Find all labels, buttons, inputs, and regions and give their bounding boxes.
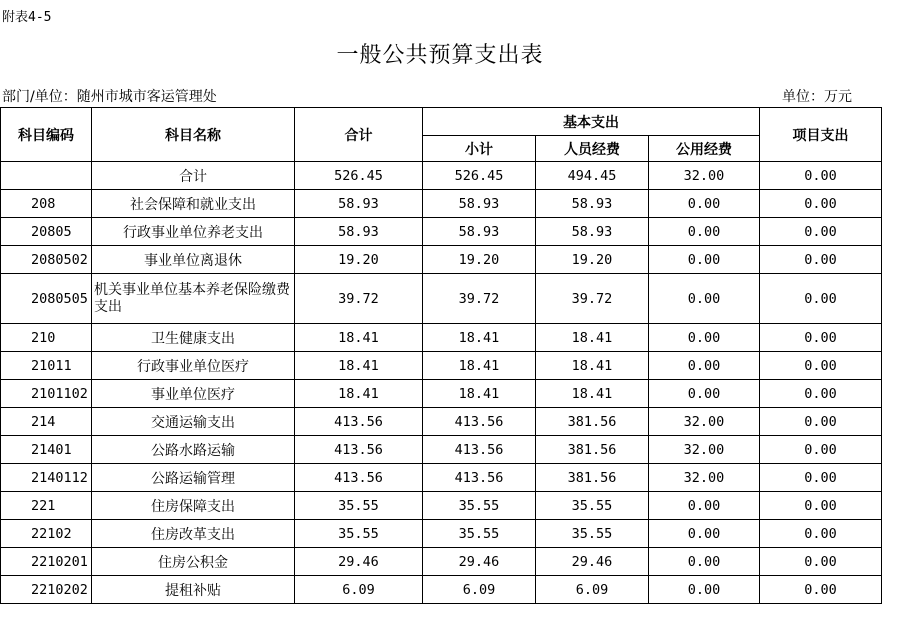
cell-project[interactable]: 0.00	[760, 246, 882, 274]
cell-public[interactable]: 32.00	[649, 464, 760, 492]
header-code[interactable]: 科目编码	[1, 108, 92, 162]
department-label: 部门/单位：随州市城市客运管理处	[2, 89, 217, 105]
cell-public[interactable]: 32.00	[649, 408, 760, 436]
cell-public[interactable]: 32.00	[649, 436, 760, 464]
cell-personnel[interactable]: 58.93	[536, 190, 649, 218]
cell-name[interactable]: 行政事业单位养老支出	[92, 218, 295, 246]
cell-name[interactable]: 社会保障和就业支出	[92, 190, 295, 218]
cell-subtotal[interactable]: 526.45	[423, 162, 536, 190]
attachment-label: 附表4-5	[2, 10, 52, 25]
cell-personnel[interactable]: 35.55	[536, 492, 649, 520]
cell-personnel[interactable]: 18.41	[536, 380, 649, 408]
cell-code[interactable]: 21011	[1, 352, 92, 380]
cell-project[interactable]: 0.00	[760, 492, 882, 520]
cell-subtotal[interactable]: 413.56	[423, 408, 536, 436]
cell-public[interactable]: 0.00	[649, 324, 760, 352]
cell-code[interactable]: 22102	[1, 520, 92, 548]
cell-project[interactable]: 0.00	[760, 548, 882, 576]
table-row	[1, 492, 882, 520]
cell-public[interactable]: 0.00	[649, 190, 760, 218]
page-title: 一般公共预算支出表	[336, 43, 544, 68]
cell-public[interactable]: 32.00	[649, 162, 760, 190]
cell-name[interactable]: 行政事业单位医疗	[92, 352, 295, 380]
table-header	[1, 108, 882, 162]
cell-subtotal[interactable]: 58.93	[423, 190, 536, 218]
cell-project[interactable]: 0.00	[760, 436, 882, 464]
cell-public[interactable]: 0.00	[649, 492, 760, 520]
cell-total[interactable]: 58.93	[295, 218, 423, 246]
cell-project[interactable]: 0.00	[760, 218, 882, 246]
cell-public[interactable]: 0.00	[649, 218, 760, 246]
cell-code[interactable]	[1, 162, 92, 190]
cell-public[interactable]: 0.00	[649, 576, 760, 604]
table-row	[1, 246, 882, 274]
cell-name[interactable]: 事业单位离退休	[92, 246, 295, 274]
cell-total[interactable]: 58.93	[295, 190, 423, 218]
table-row	[1, 408, 882, 436]
cell-project[interactable]: 0.00	[760, 576, 882, 604]
cell-code[interactable]: 208	[1, 190, 92, 218]
table-row	[1, 576, 882, 604]
table-row	[1, 218, 882, 246]
table-row	[1, 324, 882, 352]
cell-name[interactable]: 事业单位医疗	[92, 380, 295, 408]
cell-project[interactable]: 0.00	[760, 520, 882, 548]
cell-project[interactable]: 0.00	[760, 380, 882, 408]
header-subtotal[interactable]: 小计	[423, 136, 536, 162]
header-project[interactable]: 项目支出	[760, 108, 882, 162]
header-name[interactable]: 科目名称	[92, 108, 295, 162]
cell-personnel[interactable]: 19.20	[536, 246, 649, 274]
cell-code[interactable]: 2080502	[1, 246, 92, 274]
cell-personnel[interactable]: 35.55	[536, 520, 649, 548]
cell-personnel[interactable]: 381.56	[536, 464, 649, 492]
cell-total[interactable]: 19.20	[295, 246, 423, 274]
cell-personnel[interactable]: 18.41	[536, 324, 649, 352]
cell-project[interactable]: 0.00	[760, 464, 882, 492]
cell-name[interactable]: 公路水路运输	[92, 436, 295, 464]
cell-personnel[interactable]: 39.72	[536, 274, 649, 324]
table-row	[1, 352, 882, 380]
cell-total[interactable]: 29.46	[295, 548, 423, 576]
cell-personnel[interactable]: 58.93	[536, 218, 649, 246]
cell-project[interactable]: 0.00	[760, 190, 882, 218]
table-row	[1, 162, 882, 190]
budget-table	[0, 107, 882, 604]
cell-code[interactable]: 214	[1, 408, 92, 436]
cell-personnel[interactable]: 381.56	[536, 436, 649, 464]
cell-code[interactable]: 221	[1, 492, 92, 520]
cell-project[interactable]: 0.00	[760, 274, 882, 324]
table-body	[1, 162, 882, 604]
unit-label: 单位：万元	[782, 89, 852, 105]
cell-code[interactable]: 2140112	[1, 464, 92, 492]
cell-subtotal[interactable]: 39.72	[423, 274, 536, 324]
cell-project[interactable]: 0.00	[760, 324, 882, 352]
cell-personnel[interactable]: 494.45	[536, 162, 649, 190]
table-row	[1, 464, 882, 492]
cell-code[interactable]: 210	[1, 324, 92, 352]
cell-total[interactable]: 35.55	[295, 492, 423, 520]
cell-personnel[interactable]: 29.46	[536, 548, 649, 576]
cell-subtotal[interactable]: 6.09	[423, 576, 536, 604]
cell-code[interactable]: 2210201	[1, 548, 92, 576]
cell-name[interactable]: 住房保障支出	[92, 492, 295, 520]
cell-personnel[interactable]: 18.41	[536, 352, 649, 380]
cell-total[interactable]: 35.55	[295, 520, 423, 548]
table-row	[1, 190, 882, 218]
cell-code[interactable]: 2101102	[1, 380, 92, 408]
header-total[interactable]: 合计	[295, 108, 423, 162]
cell-subtotal[interactable]: 18.41	[423, 352, 536, 380]
table-row	[1, 520, 882, 548]
cell-subtotal[interactable]: 18.41	[423, 380, 536, 408]
cell-total[interactable]: 18.41	[295, 380, 423, 408]
cell-total[interactable]: 413.56	[295, 408, 423, 436]
cell-subtotal[interactable]: 19.20	[423, 246, 536, 274]
table-row	[1, 274, 882, 324]
header-public[interactable]: 公用经费	[649, 136, 760, 162]
table-row	[1, 548, 882, 576]
cell-name[interactable]: 机关事业单位基本养老保险缴费支出	[92, 274, 295, 324]
cell-name[interactable]: 住房公积金	[92, 548, 295, 576]
cell-name[interactable]: 住房改革支出	[92, 520, 295, 548]
cell-total[interactable]: 18.41	[295, 324, 423, 352]
cell-code[interactable]: 20805	[1, 218, 92, 246]
cell-personnel[interactable]: 6.09	[536, 576, 649, 604]
cell-public[interactable]: 0.00	[649, 246, 760, 274]
header-personnel[interactable]: 人员经费	[536, 136, 649, 162]
cell-subtotal[interactable]: 29.46	[423, 548, 536, 576]
cell-name[interactable]: 合计	[92, 162, 295, 190]
cell-total[interactable]: 18.41	[295, 352, 423, 380]
cell-subtotal[interactable]: 413.56	[423, 436, 536, 464]
table-row	[1, 436, 882, 464]
cell-code[interactable]: 2080505	[1, 274, 92, 324]
cell-project[interactable]: 0.00	[760, 162, 882, 190]
cell-subtotal[interactable]: 18.41	[423, 324, 536, 352]
cell-public[interactable]: 0.00	[649, 352, 760, 380]
cell-public[interactable]: 0.00	[649, 274, 760, 324]
cell-project[interactable]: 0.00	[760, 352, 882, 380]
cell-total[interactable]: 39.72	[295, 274, 423, 324]
cell-subtotal[interactable]: 58.93	[423, 218, 536, 246]
cell-total[interactable]: 6.09	[295, 576, 423, 604]
cell-personnel[interactable]: 381.56	[536, 408, 649, 436]
cell-subtotal[interactable]: 35.55	[423, 492, 536, 520]
cell-name[interactable]: 交通运输支出	[92, 408, 295, 436]
cell-name[interactable]: 提租补贴	[92, 576, 295, 604]
header-basic[interactable]: 基本支出	[423, 108, 760, 136]
cell-name[interactable]: 卫生健康支出	[92, 324, 295, 352]
cell-subtotal[interactable]: 413.56	[423, 464, 536, 492]
cell-project[interactable]: 0.00	[760, 408, 882, 436]
cell-total[interactable]: 526.45	[295, 162, 423, 190]
cell-name[interactable]: 公路运输管理	[92, 464, 295, 492]
table-row	[1, 380, 882, 408]
cell-code[interactable]: 21401	[1, 436, 92, 464]
cell-public[interactable]: 0.00	[649, 380, 760, 408]
cell-public[interactable]: 0.00	[649, 520, 760, 548]
cell-subtotal[interactable]: 35.55	[423, 520, 536, 548]
cell-total[interactable]: 413.56	[295, 436, 423, 464]
cell-code[interactable]: 2210202	[1, 576, 92, 604]
cell-public[interactable]: 0.00	[649, 548, 760, 576]
cell-total[interactable]: 413.56	[295, 464, 423, 492]
